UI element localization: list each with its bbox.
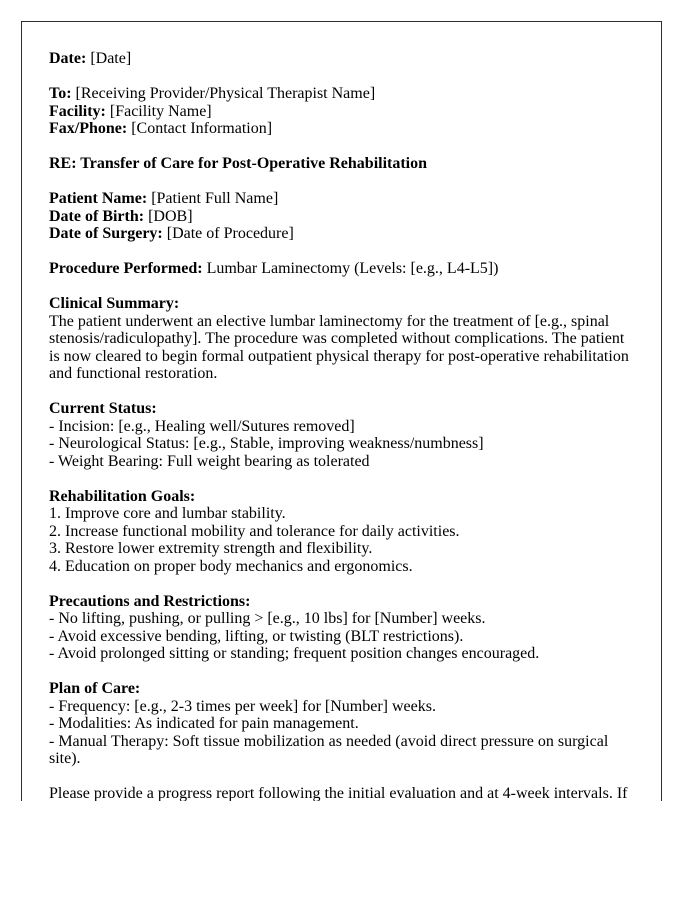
recipient-to-row [49,85,637,103]
patient-surgery-date-row [49,225,637,243]
list-item: 2. Increase functional mobility and tolerance for daily activities. [49,522,460,540]
list-item: - No lifting, pushing, or pulling > [e.g., 10 lbs] for [Number] weeks. [49,610,486,627]
recipient-fax-row [49,120,637,138]
list-item: - Incision: [e.g., Healing well/Sutures removed] [49,417,355,435]
list-item: - Neurological Status: [e.g., Stable, improving weakness/numbness] [49,435,484,452]
fax-phone-label: Fax/Phone: [49,120,128,137]
letter-sheet [21,21,662,801]
clinical-summary-heading: Clinical Summary: [49,295,180,312]
list-item: - Weight Bearing: Full weight bearing as tolerated [49,452,370,470]
clinical-summary-section [49,295,637,383]
current-status-heading: Current Status: [49,400,157,417]
surgery-date-label: Date of Surgery: [49,225,163,242]
recipient-block [49,85,637,138]
facility-value: [Facility Name] [109,102,212,120]
procedure-value: Lumbar Laminectomy (Levels: [e.g., L4-L5]) [206,260,499,277]
patient-name-value: [Patient Full Name] [151,190,279,207]
recipient-facility-row [49,103,637,121]
date-value: [Date] [90,50,132,67]
list-item: 1. Improve core and lumbar stability. [49,505,286,522]
to-value: [Receiving Provider/Physical Therapist Name] [75,85,376,102]
plan-of-care-heading: Plan of Care: [49,680,141,697]
precautions-heading: Precautions and Restrictions: [49,592,251,610]
fax-phone-value: [Contact Information] [131,120,273,137]
to-label: To: [49,85,72,102]
procedure-row [49,260,637,278]
current-status-section [49,400,637,470]
list-item: 4. Education on proper body mechanics and ergonomics. [49,557,413,575]
clinical-summary-paragraph: The patient underwent an elective lumbar laminectomy for the treatment of [e.g., spinal stenosis/radiculopathy]. The procedure was completed without complications. The patient is now cleared to begin formal outpatient physical therapy for post-operative rehabilitation and functional restoration. [49,312,629,382]
closing-line: Please provide a progress report following the initial evaluation and at 4-week intervals. If [49,785,628,801]
list-item: - Manual Therapy: Soft tissue mobilization as needed (avoid direct pressure on surgical site). [49,732,609,767]
precautions-section [49,593,637,663]
patient-name-row [49,190,637,208]
list-item: - Frequency: [e.g., 2-3 times per week] for [Number] weeks. [49,697,436,715]
rehabilitation-goals-section [49,488,637,576]
list-item: - Avoid excessive bending, lifting, or twisting (BLT restrictions). [49,627,464,645]
procedure-block [49,260,637,278]
date-line [49,50,637,68]
dob-label: Date of Birth: [49,207,145,225]
list-item: 3. Restore lower extremity strength and flexibility. [49,540,373,557]
facility-label: Facility: [49,102,106,120]
closing-block [49,785,637,801]
patient-dob-row [49,208,637,226]
procedure-label: Procedure Performed: [49,260,203,277]
list-item: - Modalities: As indicated for pain management. [49,715,359,732]
patient-block [49,190,637,243]
patient-name-label: Patient Name: [49,190,148,207]
plan-of-care-section [49,680,637,768]
date-row [49,50,637,68]
date-label: Date: [49,50,87,67]
rehabilitation-goals-heading: Rehabilitation Goals: [49,487,196,505]
surgery-date-value: [Date of Procedure] [166,225,294,242]
dob-value: [DOB] [148,207,193,225]
subject-line: RE: Transfer of Care for Post-Operative Rehabilitation [49,155,428,172]
list-item: - Avoid prolonged sitting or standing; frequent position changes encouraged. [49,645,540,662]
subject-block [49,155,637,173]
